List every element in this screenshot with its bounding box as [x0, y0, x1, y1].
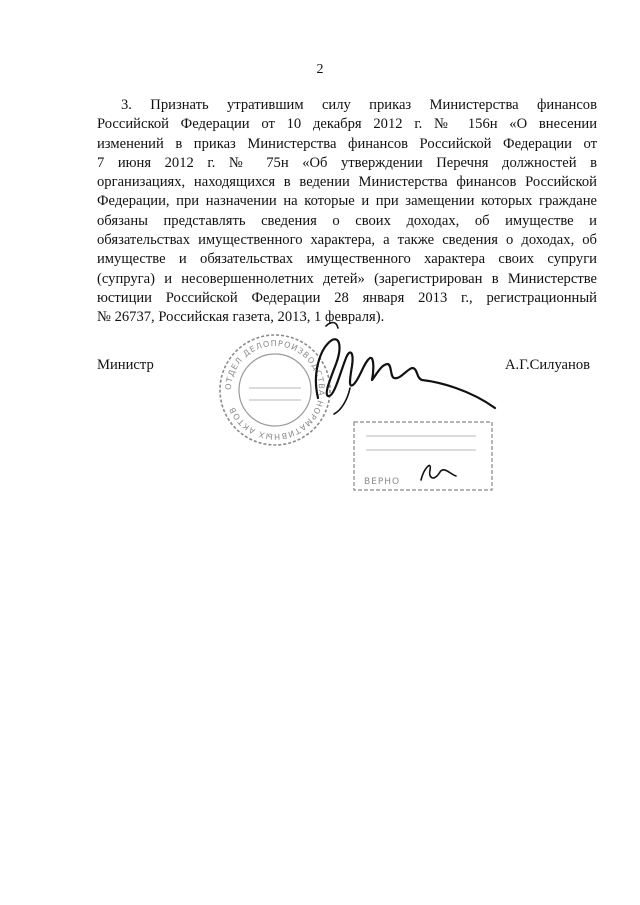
- body-line: юстиции Российской Федерации 28 января 2013 г., регистрационный: [97, 289, 597, 306]
- minister-name: А.Г.Силуанов: [505, 357, 591, 373]
- minister-signature: [290, 318, 500, 418]
- body-line: Российской Федерации от 10 декабря 2012 г. № 156н «О внесении: [97, 116, 597, 133]
- body-line: обязательствах имущественного характера, а также сведения о доходах, об: [97, 232, 597, 249]
- body-line: изменений в приказ Министерства финансов Российской Федерации от: [97, 135, 597, 152]
- body-line: № 26737, Российская газета, 2013, 1 февраля).: [97, 309, 385, 326]
- body-line: Федерации, при назначении на которые и при замещении которых граждане: [97, 193, 597, 210]
- svg-text:ВЕРНО: ВЕРНО: [364, 477, 401, 487]
- body-line: имуществе и обязательствах имущественного характера своих супруги: [97, 251, 597, 268]
- body-line: обязаны представлять сведения о своих доходах, об имуществе и: [97, 212, 597, 229]
- document-body: [97, 96, 597, 328]
- body-line: 3. Признать утратившим силу приказ Министерства финансов: [121, 97, 597, 113]
- certification-stamp: [346, 418, 496, 493]
- page-number: 2: [316, 62, 324, 77]
- body-line: 7 июня 2012 г. № 75н «Об утверждении Перечня должностей в: [97, 154, 597, 171]
- minister-title: Министр: [97, 357, 154, 373]
- body-line: организациях, находящихся в ведении Министерства финансов Российской: [97, 174, 597, 191]
- body-line: (супруга) и несовершеннолетних детей» (зарегистрирован в Министерстве: [97, 270, 597, 287]
- svg-text:ОТДЕЛ ДЕЛОПРОИЗВОДСТВА НОРМАТИ: ОТДЕЛ ДЕЛОПРОИЗВОДСТВА НОРМАТИВНЫХ АКТОВ: [223, 338, 327, 442]
